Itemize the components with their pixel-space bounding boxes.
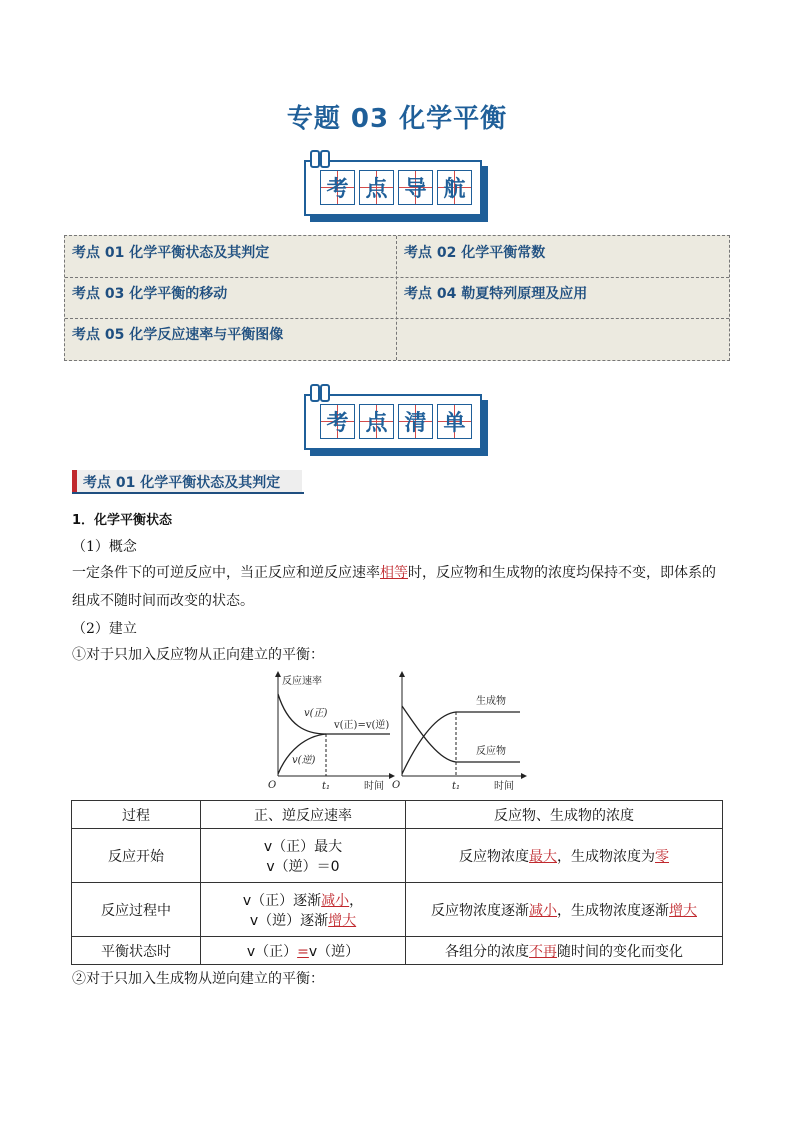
table-header: 正、逆反应速率 bbox=[201, 801, 406, 829]
key-term: 零 bbox=[655, 848, 669, 865]
binder-rings-icon bbox=[310, 150, 334, 168]
conc-text: 各组分的浓度 bbox=[445, 943, 529, 960]
rate-text: v（逆）＝0 bbox=[266, 858, 340, 875]
conc-text: ，生成物浓度为 bbox=[557, 848, 655, 865]
key-term: 增大 bbox=[669, 902, 697, 919]
definition-text: 一定条件下的可逆反应中，当正反应和逆反应速率 bbox=[72, 565, 380, 581]
t1-label: t₁ bbox=[452, 781, 461, 792]
conc-text: 随时间的变化而变化 bbox=[557, 943, 683, 960]
rate-text: v（正）最大 bbox=[263, 838, 343, 855]
key-term: 减小 bbox=[321, 892, 350, 909]
badge-char: 清 bbox=[398, 404, 433, 439]
nav-item-04[interactable]: 考点 04 勒夏特列原理及应用 bbox=[404, 286, 588, 302]
badge-char: 考 bbox=[320, 404, 355, 439]
equilibrium-process-table bbox=[71, 800, 723, 965]
case-forward: ①对于只加入反应物从正向建立的平衡： bbox=[72, 647, 324, 663]
nav-item-01[interactable]: 考点 01 化学平衡状态及其判定 bbox=[72, 245, 270, 261]
conc-text: 反应物浓度逐渐 bbox=[431, 902, 529, 919]
stage-cell: 反应开始 bbox=[72, 829, 201, 883]
binder-rings-icon bbox=[310, 384, 334, 402]
subheading-state: 1．化学平衡状态 bbox=[72, 513, 173, 528]
section-heading bbox=[72, 470, 302, 492]
table-header: 过程 bbox=[72, 801, 201, 829]
nav-item-05[interactable]: 考点 05 化学反应速率与平衡图像 bbox=[72, 327, 284, 343]
rate-cell bbox=[201, 829, 406, 883]
rate-text: v（正）逐渐 bbox=[242, 892, 322, 909]
concentration-cell bbox=[406, 883, 723, 937]
product-label: 生成物 bbox=[476, 696, 506, 707]
rate-text: v（正） bbox=[246, 943, 298, 960]
y-axis-label: 反应速率 bbox=[282, 676, 322, 687]
key-term: 增大 bbox=[328, 912, 357, 929]
rate-text: v（逆）逐渐 bbox=[249, 912, 329, 929]
nav-item-02[interactable]: 考点 02 化学平衡常数 bbox=[404, 245, 546, 261]
table-header: 反应物、生成物的浓度 bbox=[406, 801, 723, 829]
stage-cell: 反应过程中 bbox=[72, 883, 201, 937]
badge-char: 考 bbox=[320, 170, 355, 205]
rate-text: ， bbox=[349, 892, 364, 909]
concentration-cell bbox=[406, 829, 723, 883]
badge-char: 航 bbox=[437, 170, 472, 205]
badge-char: 导 bbox=[398, 170, 433, 205]
key-term: = bbox=[297, 943, 309, 960]
table-row bbox=[72, 937, 723, 965]
rate-cell bbox=[201, 937, 406, 965]
definition-line-1 bbox=[72, 564, 716, 582]
t1-label: t₁ bbox=[322, 781, 331, 792]
key-term: 减小 bbox=[529, 902, 557, 919]
nav-item-03[interactable]: 考点 03 化学平衡的移动 bbox=[72, 286, 228, 302]
nav-badge bbox=[304, 160, 490, 222]
definition-text: 时，反应物和生成物的浓度均保持不变，即体系的 bbox=[408, 565, 716, 581]
table-row bbox=[72, 883, 723, 937]
x-axis-label: 时间 bbox=[364, 781, 384, 792]
origin-label: O bbox=[268, 780, 277, 791]
page-title: 专题 03 化学平衡 bbox=[286, 104, 508, 134]
badge-char: 点 bbox=[359, 404, 394, 439]
concentration-cell bbox=[406, 937, 723, 965]
badge-char: 单 bbox=[437, 404, 472, 439]
product-curve bbox=[402, 712, 520, 774]
badge-char: 点 bbox=[359, 170, 394, 205]
conc-text: 反应物浓度 bbox=[459, 848, 529, 865]
origin-label: O bbox=[392, 780, 401, 791]
case-reverse: ②对于只加入生成物从逆向建立的平衡： bbox=[72, 971, 324, 987]
subheading-concept: （1）概念 bbox=[72, 539, 137, 555]
table-row bbox=[72, 829, 723, 883]
key-term: 相等 bbox=[380, 565, 408, 581]
list-badge bbox=[304, 394, 490, 456]
topic-nav-grid bbox=[64, 235, 730, 361]
equilibrium-charts bbox=[262, 668, 532, 798]
key-term: 不再 bbox=[529, 943, 557, 960]
equilibrium-label: v(正)=v(逆) bbox=[334, 720, 390, 731]
definition-line-2: 组成不随时间而改变的状态。 bbox=[72, 593, 254, 609]
rate-text: v（逆） bbox=[308, 943, 360, 960]
x-axis-label: 时间 bbox=[494, 781, 514, 792]
stage-cell: 平衡状态时 bbox=[72, 937, 201, 965]
key-term: 最大 bbox=[529, 848, 557, 865]
subheading-establish: （2）建立 bbox=[72, 621, 137, 637]
forward-rate-label: v(正) bbox=[304, 708, 328, 719]
reverse-rate-label: v(逆) bbox=[292, 755, 316, 766]
conc-text: ，生成物浓度逐渐 bbox=[557, 902, 669, 919]
reactant-label: 反应物 bbox=[476, 746, 506, 757]
section-heading-text: 考点 01 化学平衡状态及其判定 bbox=[83, 475, 281, 491]
rate-cell bbox=[201, 883, 406, 937]
reverse-rate-curve bbox=[278, 734, 326, 774]
